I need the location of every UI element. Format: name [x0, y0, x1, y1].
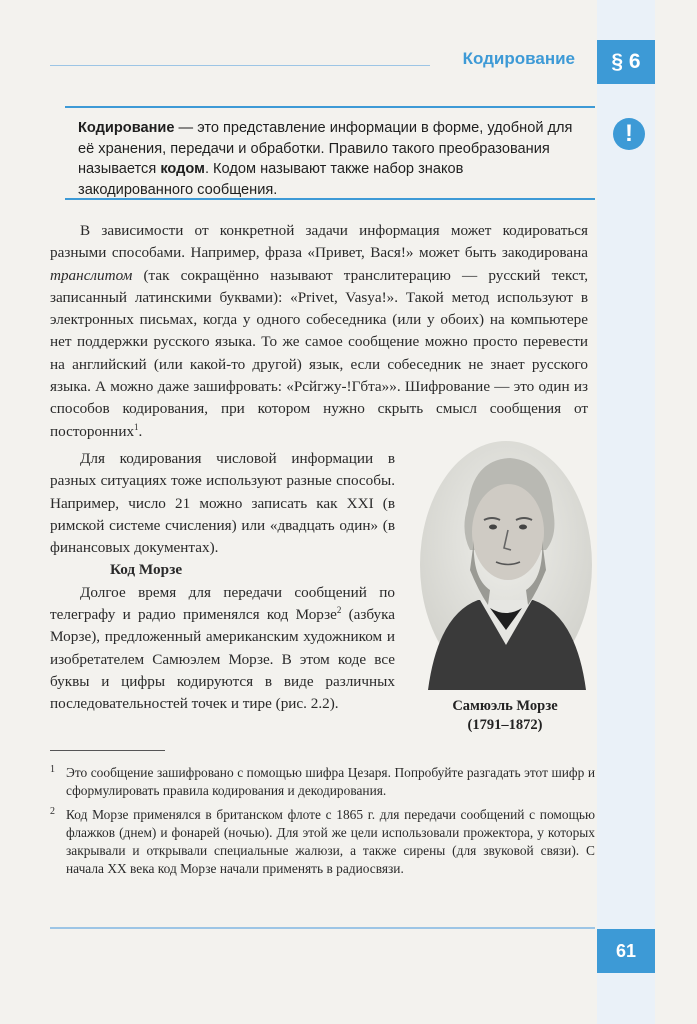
definition-box [78, 118, 578, 200]
portrait-caption [400, 697, 610, 735]
definition-term-2: кодом [160, 161, 205, 177]
margin-sidebar [597, 0, 655, 1024]
page-number: 61 [597, 929, 655, 973]
footnote-number: 2 [50, 806, 55, 817]
footer-rule [50, 927, 595, 929]
footnote-ref-1: 1 [134, 421, 139, 432]
p3-text-a: Долгое время для передачи сообщений по телеграфу и радио применялся код Морзе [50, 583, 395, 624]
header-rule [50, 65, 430, 66]
portrait-image [418, 440, 593, 690]
footnote-ref-2: 2 [336, 605, 342, 616]
p3-text-b: (азбука Морзе), предложенный американским художником и изобретателем Самюэлем Морзе. В этом коде все буквы и цифры кодируются в виде различных последовательностей точек и тире (рис. 2.2). [50, 606, 396, 713]
footnote-rule [50, 750, 165, 751]
exclamation-icon: ! [613, 118, 645, 150]
footnote-text: Код Морзе применялся в британском флоте с 1865 г. для передачи сообщений с помощью флажков (днем) и фонарей (ночью). Для этой же цели использовали прожектора, у которых закрывали и открывали специальные жалюзи, а также сирены (для звуковой связи). С начала XX века код Морзе начали применять в радиосвязи. [66, 807, 595, 876]
portrait-name: Самюэль Морзе [452, 698, 558, 714]
p1-text-a: В зависимости от конкретной задачи информация может кодироваться разными способами. Например, фраза «Привет, Вася!» может быть закодирована [50, 222, 588, 262]
paragraph-transliteration [50, 220, 588, 443]
footnote-number: 1 [50, 764, 55, 775]
definition-text-1: — это представление информации в форме, удобной для её хранения, передачи и обработки. Правило такого преобразования называется [78, 120, 573, 177]
p1-end: . [138, 422, 143, 440]
paragraph-morse [50, 582, 395, 716]
portrait-years: (1791–1872) [467, 717, 543, 733]
definition-bottom-rule [65, 198, 595, 200]
subheading-morse: Код Морзе [110, 561, 183, 579]
left-column-text [50, 448, 395, 716]
section-tab: § 6 [597, 40, 655, 84]
footnote [50, 764, 595, 800]
p1-emphasis: транслитом [50, 266, 133, 284]
definition-term: Кодирование [78, 120, 175, 136]
running-title: Кодирование [462, 49, 575, 68]
definition-top-rule [65, 106, 595, 108]
footnote-text: Это сообщение зашифровано с помощью шифра Цезаря. Попробуйте разгадать этот шифр и сформулировать правила кодирования и декодирования. [66, 765, 595, 798]
definition-text-2: . Кодом называют также набор знаков закодированного сообщения. [78, 161, 464, 198]
p1-text-b: (так сокращённо называют транслитерацию — русский текст, записанный латинскими буквами): «Privet, Vasya!». Такой метод используют в электронных письмах, когда у одного собеседника (или у обоих) на компьютере нет поддержки русского языка. То же самое сообщение можно просто перевести на английский (или какой-то другой) язык, если собеседник не знает русского языка. А можно даже зашифровать: «Рсйгжу-!Гбта»». Шифрование — это один из способов кодирования, при котором нужно скрыть смысл сообщения от посторонних [50, 266, 588, 440]
footnote [50, 806, 595, 878]
footnotes [50, 764, 595, 884]
paragraph-numeric: Для кодирования числовой информации в разных ситуациях тоже используют разные способы. Например, число 21 можно записать как XXI (в римской системе счисления) или «двадцать один» (в финансовых документах). [50, 450, 395, 557]
